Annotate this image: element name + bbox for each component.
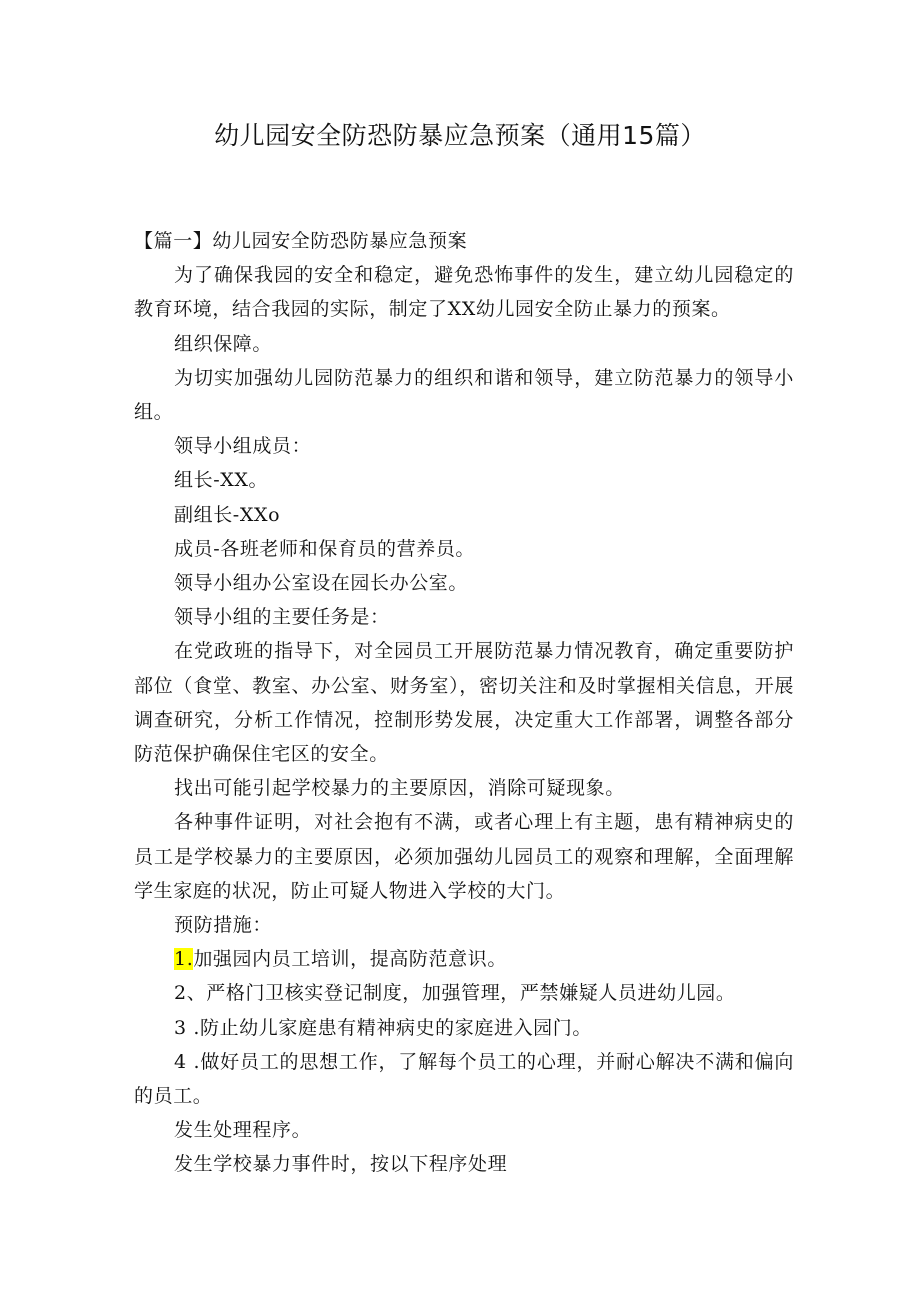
highlighted-number: 1. xyxy=(174,948,194,971)
measure-item-1-text: 加强园内员工培训，提高防范意识。 xyxy=(193,948,507,971)
paragraph: 预防措施： xyxy=(174,914,273,937)
paragraph: 领导小组的主要任务是： xyxy=(174,606,390,629)
paragraph: 找出可能引起学校暴力的主要原因，消除可疑现象。 xyxy=(174,777,625,800)
paragraph: 为了确保我园的安全和稳定，避免恐怖事件的发生，建立幼儿园稳定的教育环境，结合我园的实际，制定了XX幼儿园安全防止暴力的预案。 xyxy=(134,264,794,321)
paragraph: 发生处理程序。 xyxy=(174,1119,312,1142)
measure-item: 2、严格门卫核实登记制度，加强管理，严禁嫌疑人员进幼儿园。 xyxy=(174,982,736,1005)
document-body xyxy=(134,224,794,1182)
paragraph: 发生学校暴力事件时，按以下程序处理 xyxy=(174,1153,508,1176)
paragraph: 组长-XX。 xyxy=(174,469,269,492)
paragraph: 副组长-XXo xyxy=(174,503,281,526)
paragraph: 组织保障。 xyxy=(174,332,273,355)
section-heading: 【篇一】幼儿园安全防恐防暴应急预案 xyxy=(134,230,468,252)
paragraph: 成员-各班老师和保育员的营养员。 xyxy=(174,537,476,560)
paragraph: 为切实加强幼儿园防范暴力的组织和谐和领导，建立防范暴力的领导小组。 xyxy=(134,366,794,424)
paragraph: 在党政班的指导下，对全园员工开展防范暴力情况教育，确定重要防护部位（食堂、教室、办公室、财务室），密切关注和及时掌握相关信息，开展调查研究，分析工作情况，控制形势发展，决定重大工作部署，调整各部分防范保护确保住宅区的安全。 xyxy=(134,640,794,766)
paragraph: 各种事件证明，对社会抱有不满，或者心理上有主题，患有精神病史的员工是学校暴力的主要原因，必须加强幼儿园员工的观察和理解，全面理解学生家庭的状况，防止可疑人物进入学校的大门。 xyxy=(134,811,794,902)
document-title: 幼儿园安全防恐防暴应急预案（通用15篇） xyxy=(214,121,706,150)
measure-item: 4 .做好员工的思想工作，了解每个员工的心理，并耐心解决不满和偏向的员工。 xyxy=(134,1050,794,1108)
measure-item-1 xyxy=(134,942,794,976)
paragraph: 领导小组成员： xyxy=(174,435,312,458)
measure-item: 3 .防止幼儿家庭患有精神病史的家庭进入园门。 xyxy=(174,1016,592,1039)
paragraph: 领导小组办公室设在园长办公室。 xyxy=(174,572,469,595)
